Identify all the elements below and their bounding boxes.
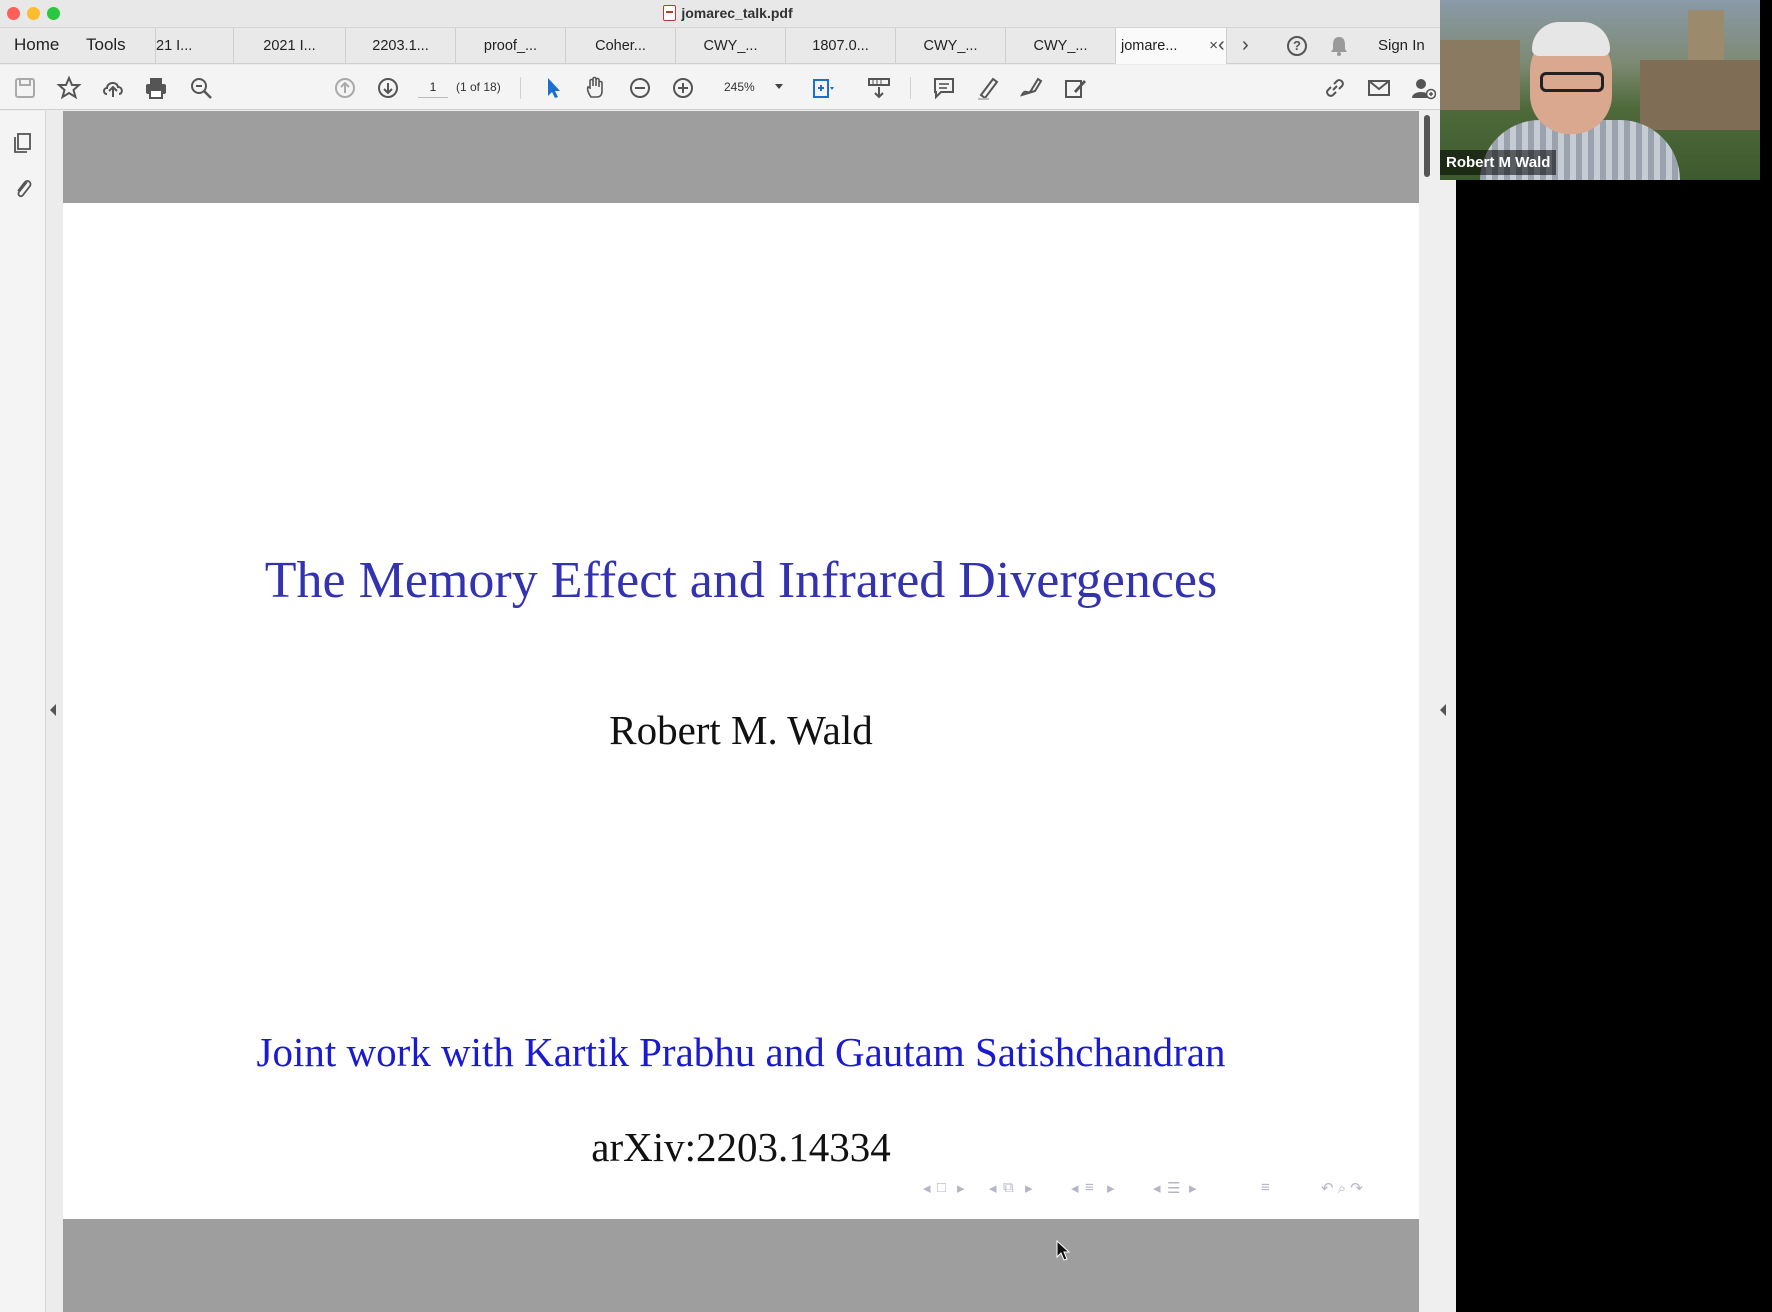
highlight-icon[interactable]	[975, 75, 1001, 101]
toolbar-divider	[520, 77, 521, 99]
tab-label: 21 I...	[156, 38, 193, 54]
slide-arxiv-reference: arXiv:2203.14334	[591, 1124, 891, 1170]
beamer-doc-icon[interactable]: ☰	[1167, 1180, 1181, 1197]
slide-collaborators: Joint work with Kartik Prabhu and Gautam Satishchandran	[256, 1029, 1226, 1075]
beamer-navigation-bar	[923, 1179, 1403, 1199]
upload-icon[interactable]	[100, 75, 126, 101]
tab-label: jomare...	[1121, 38, 1178, 54]
scroll-mode-icon[interactable]	[866, 75, 892, 101]
document-tab[interactable]	[1005, 28, 1115, 64]
document-tab[interactable]	[155, 28, 233, 64]
title-bar	[0, 0, 1456, 28]
tab-label: CWY_...	[1033, 38, 1088, 54]
toolbar-divider	[910, 77, 911, 99]
window-title	[0, 5, 1456, 21]
tab-label: CWY_...	[703, 38, 758, 54]
collapse-left-panel-icon[interactable]	[50, 704, 56, 716]
page-number-input[interactable]	[418, 76, 448, 98]
sign-icon[interactable]	[1018, 75, 1044, 101]
collapse-right-panel-icon[interactable]	[1440, 704, 1446, 716]
print-icon[interactable]	[143, 75, 169, 101]
page-thumbnails-icon[interactable]	[11, 131, 35, 155]
pdf-page	[63, 203, 1419, 1219]
document-tab[interactable]	[455, 28, 565, 64]
mouse-cursor-icon	[1056, 1240, 1070, 1262]
link-icon[interactable]	[1322, 75, 1348, 101]
slide-author: Robert M. Wald	[609, 707, 873, 753]
document-tab[interactable]	[675, 28, 785, 64]
person-glasses	[1540, 72, 1604, 92]
tab-bar	[0, 28, 1456, 64]
tab-label: CWY_...	[923, 38, 978, 54]
close-tab-icon[interactable]: ×	[1209, 37, 1218, 54]
window-title-text: jomarec_talk.pdf	[681, 5, 793, 21]
beamer-search-icon[interactable]: ↶ ⌕ ↷	[1321, 1180, 1363, 1197]
beamer-next-frame-icon[interactable]: ▸	[957, 1180, 965, 1197]
tab-label: Coher...	[595, 38, 646, 54]
zoom-out-icon[interactable]	[627, 75, 653, 101]
hand-icon[interactable]	[583, 75, 609, 101]
webcam-video	[1440, 0, 1760, 180]
page-down-icon[interactable]	[375, 75, 401, 101]
zoom-in-icon[interactable]	[670, 75, 696, 101]
tab-label: 2021 I...	[263, 38, 316, 54]
left-sidebar-rail	[0, 111, 46, 1312]
campus-building	[1640, 60, 1760, 130]
pdf-file-icon	[663, 5, 676, 21]
document-tab-active[interactable]	[1115, 28, 1227, 64]
document-tab[interactable]	[233, 28, 345, 64]
sign-in-button[interactable]: Sign In	[1378, 37, 1425, 54]
home-nav-button[interactable]: Home	[14, 35, 60, 54]
edit-icon[interactable]	[1062, 75, 1088, 101]
document-tab[interactable]	[895, 28, 1005, 64]
right-scroll-area	[1419, 111, 1456, 1312]
beamer-next-doc-icon[interactable]: ▸	[1189, 1180, 1197, 1197]
beamer-prev-frame-icon[interactable]: ◂	[923, 1180, 931, 1197]
document-tab[interactable]	[785, 28, 895, 64]
beamer-prev-section-icon[interactable]: ◂	[1071, 1180, 1079, 1197]
fit-page-icon[interactable]	[810, 75, 836, 101]
zoom-search-icon[interactable]	[188, 75, 214, 101]
mail-icon[interactable]	[1366, 75, 1392, 101]
zoom-level-select[interactable]: 245%	[724, 80, 755, 94]
attachment-icon[interactable]	[11, 176, 35, 200]
save-icon[interactable]	[12, 75, 38, 101]
beamer-prev-subsection-icon[interactable]: ◂	[989, 1180, 997, 1197]
vertical-scrollbar-thumb[interactable]	[1424, 115, 1430, 177]
select-arrow-icon[interactable]	[540, 75, 566, 101]
beamer-frame-icon[interactable]: □	[937, 1179, 947, 1196]
tab-scroll-left-icon[interactable]: ‹	[1218, 34, 1225, 56]
person-hair	[1532, 22, 1610, 56]
tab-scroll-right-icon[interactable]: ›	[1242, 34, 1249, 56]
beamer-toc-icon[interactable]: ≡	[1261, 1179, 1270, 1196]
tab-label: proof_...	[483, 38, 538, 54]
tab-label: 2203.1...	[372, 38, 429, 54]
tools-nav-button[interactable]: Tools	[86, 35, 126, 54]
main-toolbar	[0, 65, 1456, 110]
page-count-label: (1 of 18)	[456, 80, 501, 94]
chevron-down-icon[interactable]	[775, 84, 783, 89]
page-up-icon[interactable]	[332, 75, 358, 101]
tab-label: 1807.0...	[812, 38, 869, 54]
beamer-next-subsection-icon[interactable]: ▸	[1025, 1180, 1033, 1197]
participant-name-label: Robert M Wald	[1440, 150, 1556, 175]
slide-title: The Memory Effect and Infrared Divergences	[264, 552, 1218, 609]
document-tab[interactable]	[565, 28, 675, 64]
beamer-prev-doc-icon[interactable]: ◂	[1153, 1180, 1161, 1197]
help-icon[interactable]: ?	[1287, 36, 1307, 56]
star-icon[interactable]	[56, 75, 82, 101]
campus-building	[1440, 40, 1520, 110]
beamer-section-icon[interactable]: ≡	[1085, 1179, 1094, 1196]
document-tab[interactable]	[345, 28, 455, 64]
comment-icon[interactable]	[931, 75, 957, 101]
beamer-next-section-icon[interactable]: ▸	[1107, 1180, 1115, 1197]
add-user-icon[interactable]	[1410, 75, 1436, 101]
notification-bell-icon[interactable]	[1329, 35, 1349, 57]
beamer-subsection-icon[interactable]: ⧉	[1003, 1179, 1014, 1196]
document-viewport[interactable]	[63, 111, 1419, 1312]
